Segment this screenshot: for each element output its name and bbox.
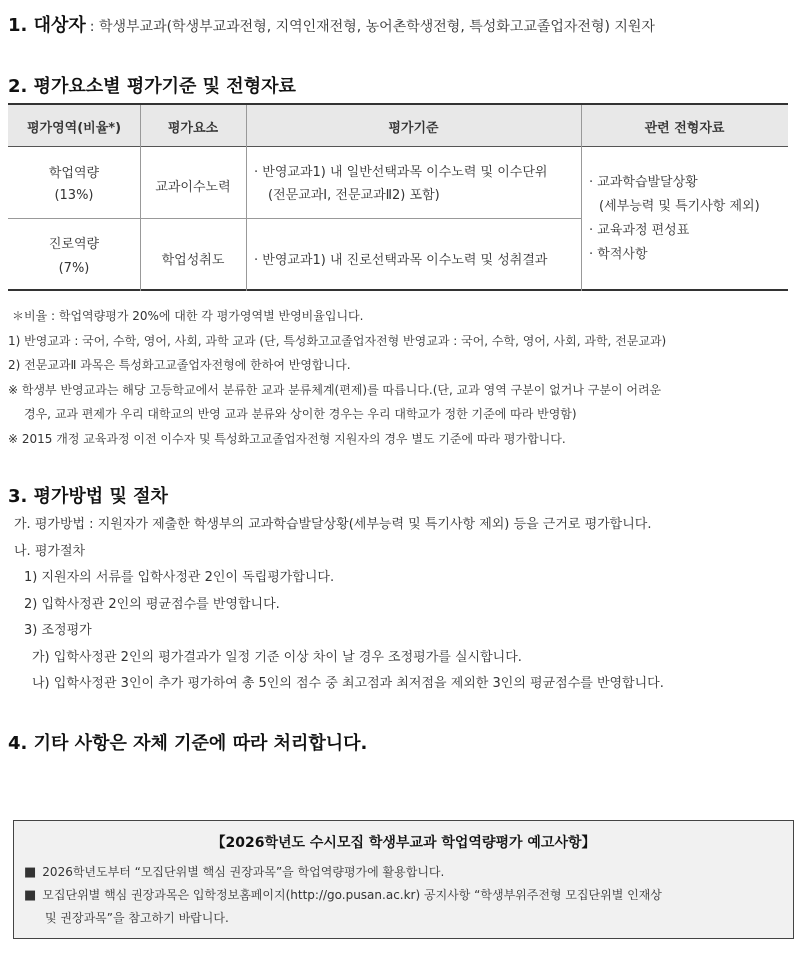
- procedure-heading: 나. 평가절차: [14, 543, 86, 559]
- procedure-step: 3) 조정평가: [24, 623, 92, 638]
- row1-criteria-line2: (전문교과Ⅰ, 전문교과Ⅱ2) 포함): [268, 188, 440, 203]
- header-area: 평가영역(비율*): [26, 121, 122, 136]
- material-item: · 학적사항: [589, 247, 648, 262]
- row1-area: 학업역량: [48, 166, 100, 181]
- section2-title: 2. 평가요소별 평가기준 및 전형자료: [8, 76, 296, 97]
- table-notes: [8, 304, 666, 451]
- notice-box: [13, 820, 794, 939]
- section3-body: [14, 512, 664, 698]
- table-row: [8, 163, 140, 207]
- notice-item-cont: 및 권장과목”을 참고하기 바랍니다.: [45, 911, 229, 925]
- table-row: [8, 233, 140, 281]
- note-3: ※ 학생부 반영교과는 해당 고등학교에서 분류한 교과 분류체계(편제)를 따릅니다.(단, 교과 영역 구분이 없거나 구분이 어려운: [8, 382, 662, 397]
- row1-criteria: [254, 161, 579, 207]
- notice-item-text: 2026학년도부터 “모집단위별 핵심 권장과목”을 학업역량평가에 활용합니다.: [42, 865, 445, 879]
- procedure-step: 1) 지원자의 서류를 입학사정관 2인이 독립평가합니다.: [24, 570, 335, 585]
- notice-item: [24, 884, 662, 907]
- section1-body: : 학생부교과(학생부교과전형, 지역인재전형, 농어촌학생전형, 특성화고교졸업자전형) 지원자: [89, 19, 655, 35]
- bullet-square-icon: ■: [24, 888, 37, 903]
- section3-title: 3. 평가방법 및 절차: [8, 486, 168, 507]
- row2-element: 학업성취도: [161, 253, 225, 268]
- note-1: 1) 반영교과 : 국어, 수학, 영어, 사회, 과학 교과 (단, 특성화고교졸업자전형 반영교과 : 국어, 수학, 영어, 사회, 과학, 전문교과): [8, 333, 667, 348]
- material-item: (세부능력 및 특기사항 제외): [599, 199, 760, 214]
- row1-criteria-line1: · 반영교과1) 내 일반선택과목 이수노력 및 이수단위: [254, 165, 548, 180]
- row1-ratio: (13%): [54, 188, 94, 203]
- section4-title: 4. 기타 사항은 자체 기준에 따라 처리합니다.: [8, 733, 368, 754]
- note-4: ※ 2015 개정 교육과정 이전 이수자 및 특성화고교졸업자전형 지원자의 경우 별도 기준에 따라 평가합니다.: [8, 431, 566, 446]
- notice-title: 【2026학년도 수시모집 학생부교과 학업역량평가 예고사항】: [211, 835, 596, 851]
- table-divider: [246, 105, 247, 291]
- notice-list: [24, 861, 662, 930]
- header-materials: 관련 전형자료: [644, 121, 725, 136]
- header-criteria: 평가기준: [388, 121, 439, 136]
- row2-criteria: · 반영교과1) 내 진로선택과목 이수노력 및 성취결과: [254, 253, 548, 268]
- section1-heading: [8, 11, 655, 37]
- row2-ratio: (7%): [58, 261, 90, 276]
- table-divider: [581, 105, 582, 291]
- note-ratio: ＊비율 : 학업역량평가 20%에 대한 각 평가영역별 반영비율입니다.: [12, 309, 364, 323]
- note-3-cont: 경우, 교과 편제가 우리 대학교의 반영 교과 분류와 상이한 경우는 우리 대학교가 정한 기준에 따라 반영함): [24, 407, 577, 421]
- notice-item-text: 모집단위별 핵심 권장과목은 입학정보홈페이지(http://go.pusan.ac.kr) 공지사항 “학생부위주전형 모집단위별 인재상: [42, 888, 662, 902]
- notice-item: [24, 861, 662, 884]
- adjustment-step: 나) 입학사정관 3인이 추가 평가하여 총 5인의 점수 중 최고점과 최저점을 제외한 3인의 평균점수를 반영합니다.: [32, 676, 664, 691]
- row2-area: 진로역량: [48, 237, 100, 252]
- header-element: 평가요소: [167, 121, 219, 136]
- row1-element: 교과이수노력: [155, 180, 231, 195]
- evaluation-table: [8, 103, 788, 291]
- related-materials: [589, 171, 785, 267]
- procedure-step: 2) 입학사정관 2인의 평균점수를 반영합니다.: [24, 596, 280, 612]
- method-line: 가. 평가방법 : 지원자가 제출한 학생부의 교과학습발달상황(세부능력 및 특기사항 제외) 등을 근거로 평가합니다.: [14, 517, 652, 532]
- note-2: 2) 전문교과Ⅱ 과목은 특성화고교졸업자전형에 한하여 반영합니다.: [8, 358, 351, 372]
- bullet-square-icon: ■: [24, 865, 37, 880]
- table-row-divider: [8, 218, 581, 219]
- material-item: · 교육과정 편성표: [589, 223, 690, 238]
- section1-title: 1. 대상자: [8, 15, 86, 36]
- material-item: · 교과학습발달상황: [589, 175, 698, 190]
- adjustment-step: 가) 입학사정관 2인의 평가결과가 일정 기준 이상 차이 날 경우 조정평가를 실시합니다.: [32, 649, 522, 665]
